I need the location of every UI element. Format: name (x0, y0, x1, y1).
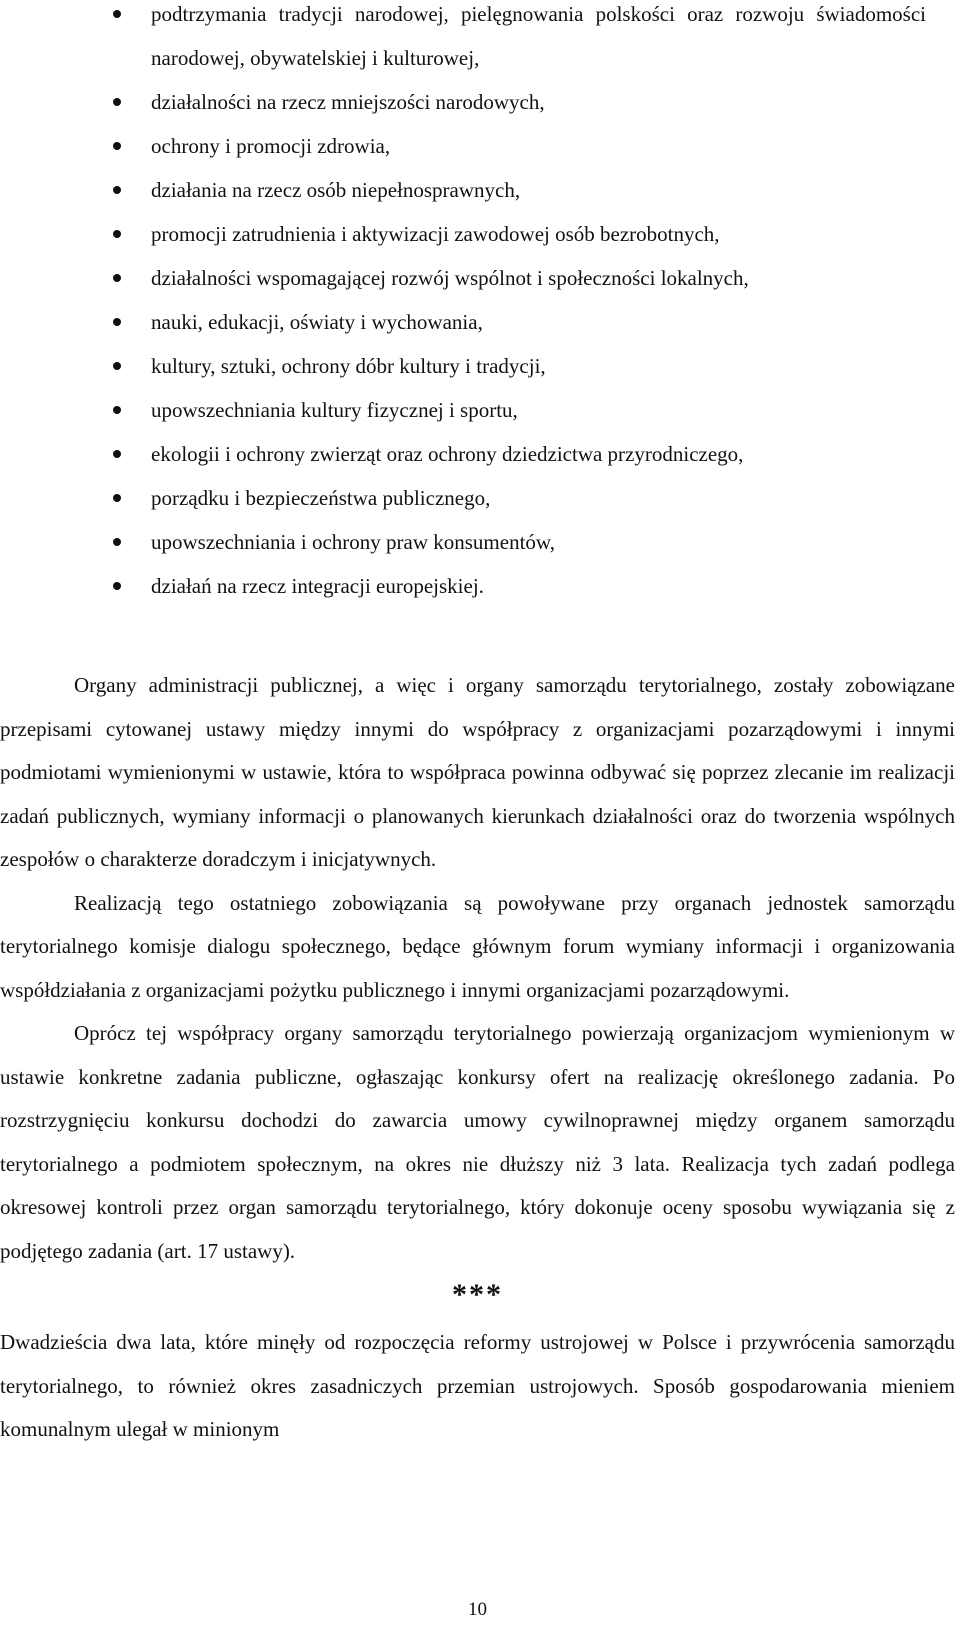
list-item (0, 0, 960, 80)
list-item-text: porządku i bezpieczeństwa publicznego, (151, 486, 491, 510)
list-item (0, 476, 960, 520)
list-item (0, 520, 960, 564)
bullet-icon (113, 494, 121, 502)
list-item-text: działalności wspomagającej rozwój wspólnot i społeczności lokalnych, (151, 266, 749, 290)
bullet-icon (113, 186, 121, 194)
list-item (0, 168, 960, 212)
bullet-icon (113, 230, 121, 238)
bullet-icon (113, 318, 121, 326)
list-item-text: podtrzymania tradycji narodowej, pielęgnowania polskości oraz rozwoju świadomości narodowej, obywatelskiej i kulturowej, (151, 2, 926, 70)
list-item-text: kultury, sztuki, ochrony dóbr kultury i tradycji, (151, 354, 546, 378)
bullet-icon (113, 10, 121, 18)
bullet-icon (113, 274, 121, 282)
bullet-icon (113, 142, 121, 150)
list-item-text: upowszechniania i ochrony praw konsumentów, (151, 530, 555, 554)
body-text (0, 664, 955, 1452)
bullet-icon (113, 98, 121, 106)
section-separator: *** (452, 1278, 503, 1311)
paragraph-dialogue-committees: Realizacją tego ostatniego zobowiązania są powoływane przy organach jednostek samorządu terytorialnego komisje dialogu społecznego, będące głównym forum wymiany informacji i organizowania współdziałania z organizacjami pożytku publicznego i innymi organizacjami pozarządowymi. (0, 890, 955, 1002)
paragraph-reform-period: Dwadzieścia dwa lata, które minęły od rozpoczęcia reformy ustrojowej w Polsce i przywrócenia samorządu terytorialnego, to również okres zasadniczych przemian ustrojowych. Sposób gospodarowania mieniem komunalnym ulegał w minionym (0, 1330, 955, 1441)
list-item (0, 300, 960, 344)
bullet-icon (113, 450, 121, 458)
list-item (0, 344, 960, 388)
list-item-text: działania na rzecz osób niepełnosprawnych, (151, 178, 521, 202)
list-item (0, 564, 960, 608)
list-item-text: działań na rzecz integracji europejskiej. (151, 574, 484, 598)
list-item-text: upowszechniania kultury fizycznej i sportu, (151, 398, 518, 422)
paragraph-public-tasks: Oprócz tej współpracy organy samorządu terytorialnego powierzają organizacjom wymienionym w ustawie konkretne zadania publiczne, ogłaszając konkursy ofert na realizację określonego zadania. Po rozstrzygnięciu konkursu dochodzi do zawarcia umowy cywilnoprawnej między organem samorządu terytorialnego a podmiotem społecznym, na okres nie dłuższy niż 3 lata. Realizacja tych zadań podlega okresowej kontroli przez organ samorządu terytorialnego, który dokonuje oceny sposobu wywiązania się z podjętego zadania (art. 17 ustawy). (0, 1021, 955, 1263)
list-item (0, 212, 960, 256)
list-item (0, 432, 960, 476)
bullet-icon (113, 362, 121, 370)
list-item-text: ekologii i ochrony zwierząt oraz ochrony dziedzictwa przyrodniczego, (151, 442, 744, 466)
list-item-text: nauki, edukacji, oświaty i wychowania, (151, 310, 483, 334)
bullet-icon (113, 538, 121, 546)
bullet-icon (113, 406, 121, 414)
page-number: 10 (468, 1599, 487, 1620)
paragraph-cooperation-obligation: Organy administracji publicznej, a więc i organy samorządu terytorialnego, zostały zobowiązane przepisami cytowanej ustawy między innymi do współpracy z organizacjami pozarządowymi i innymi podmiotami wymienionymi w ustawie, która to współpraca powinna odbywać się poprzez zlecanie im realizacji zadań publicznych, wymiany informacji o planowanych kierunkach działalności oraz do tworzenia wspólnych zespołów o charakterze doradczym i inicjatywnych. (0, 673, 955, 871)
list-item-text: ochrony i promocji zdrowia, (151, 134, 391, 158)
task-bullet-list (0, 0, 960, 608)
list-item (0, 80, 960, 124)
list-item (0, 124, 960, 168)
bullet-icon (113, 582, 121, 590)
list-item-text: działalności na rzecz mniejszości narodowych, (151, 90, 545, 114)
list-item (0, 388, 960, 432)
list-item-text: promocji zatrudnienia i aktywizacji zawodowej osób bezrobotnych, (151, 222, 720, 246)
list-item (0, 256, 960, 300)
